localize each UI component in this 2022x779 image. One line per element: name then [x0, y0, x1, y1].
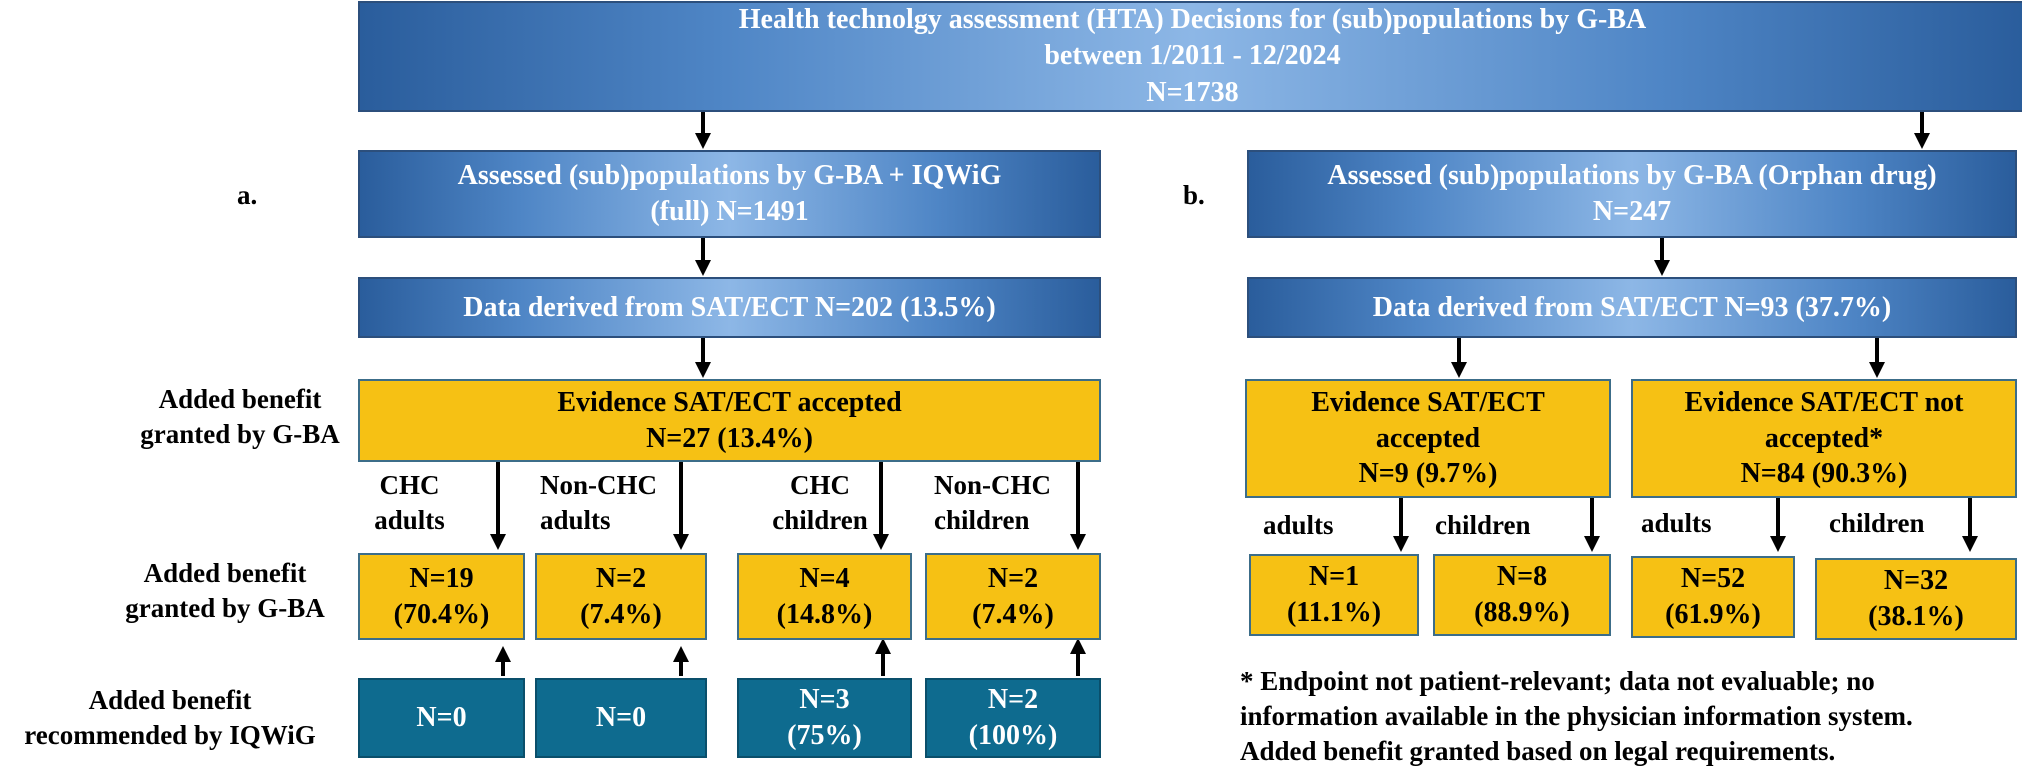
footnote — [1240, 664, 1913, 769]
a-accepted-line-2: N=27 (13.4%) — [646, 422, 813, 454]
b-result-2-pct: (88.9%) — [1474, 597, 1570, 628]
b-result-2-n: N=8 — [1496, 561, 1548, 593]
footnote-line-3: Added benefit granted based on legal requirements. — [1240, 736, 1836, 767]
b-result-1-pct: (11.1%) — [1286, 597, 1382, 628]
panel-a-label: a. — [237, 180, 258, 210]
b-not-accepted-line-2: accepted* — [1764, 422, 1884, 454]
row-label-granted-2 — [90, 556, 360, 626]
footnote-line-2: information available in the physician information system. — [1240, 701, 1913, 732]
a-result-box-2 — [535, 553, 707, 640]
a-result-3-n: N=4 — [799, 562, 850, 594]
a-group-3-label-line-1: CHC — [790, 470, 850, 500]
a-iqwig-box-3 — [737, 678, 912, 758]
b-result-box-3 — [1631, 556, 1795, 638]
b-group-label-2: children — [1435, 510, 1531, 540]
row-label-granted-1 — [110, 382, 370, 452]
a-group-2-label-line-2: adults — [540, 505, 611, 536]
a-result-1-n: N=19 — [409, 562, 474, 594]
a-result-box-1 — [358, 553, 525, 640]
a-group-2-label-line-1: Non-CHC — [540, 470, 658, 500]
row-label-recommended — [0, 683, 340, 753]
row-label-granted-2-line-2: granted by G-BA — [125, 593, 325, 624]
a-group-label-3 — [760, 468, 880, 538]
a-iqwig-1-n: N=0 — [416, 702, 467, 734]
a-accepted-box — [358, 379, 1101, 462]
a-result-4-pct: (7.4%) — [972, 598, 1054, 630]
a-group-label-4 — [934, 468, 1051, 538]
row-label-granted-1-line-2: granted by G-BA — [140, 419, 340, 450]
row-label-recommended-line-1: Added benefit — [88, 685, 252, 715]
b-assessed-line-1: Assessed (sub)populations by G-BA (Orphan drug) — [1327, 160, 1937, 192]
a-result-box-3 — [737, 553, 912, 640]
a-iqwig-box-2 — [535, 678, 707, 758]
a-assessed-line-1: Assessed (sub)populations by G-BA + IQWiG — [457, 160, 1002, 192]
a-group-4-label-line-1: Non-CHC — [934, 470, 1052, 500]
a-assessed-line-2: (full) N=1491 — [650, 196, 809, 227]
row-label-granted-1-line-1: Added benefit — [158, 384, 322, 414]
a-result-3-pct: (14.8%) — [776, 598, 873, 630]
b-group-label-3: adults — [1641, 508, 1712, 538]
a-group-1-label-line-2: adults — [374, 505, 445, 536]
a-sat-box — [358, 277, 1101, 338]
a-group-label-1 — [352, 468, 467, 538]
b-sat-text: Data derived from SAT/ECT N=93 (37.7%) — [1372, 291, 1892, 323]
b-result-3-pct: (61.9%) — [1665, 599, 1761, 630]
a-iqwig-4-n: N=2 — [987, 684, 1039, 716]
b-result-3-n: N=52 — [1680, 563, 1746, 595]
b-result-1-n: N=1 — [1308, 561, 1360, 593]
b-accepted-line-1: Evidence SAT/ECT — [1311, 386, 1545, 418]
a-assessed-box — [358, 150, 1101, 238]
b-group-label-4: children — [1829, 508, 1925, 538]
panel-b-label: b. — [1183, 180, 1205, 210]
footnote-line-1: * Endpoint not patient-relevant; data not evaluable; no — [1240, 666, 1875, 696]
a-accepted-line-1: Evidence SAT/ECT accepted — [557, 386, 902, 418]
a-group-4-label-line-2: children — [934, 505, 1030, 536]
b-result-box-1 — [1249, 554, 1419, 636]
a-iqwig-box-1 — [358, 678, 525, 758]
b-not-accepted-line-3: N=84 (90.3%) — [1740, 458, 1908, 490]
row-label-recommended-line-2: recommended by IQWiG — [24, 720, 316, 751]
b-assessed-box — [1247, 150, 2017, 238]
top-line-1: Health technolgy assessment (HTA) Decisions for (sub)populations by G-BA — [738, 3, 1647, 35]
b-sat-box — [1247, 277, 2017, 338]
top-line-2: between 1/2011 - 12/2024 — [1044, 40, 1341, 72]
b-accepted-line-2: accepted — [1375, 422, 1481, 454]
a-result-2-pct: (7.4%) — [580, 598, 662, 630]
a-result-box-4 — [925, 553, 1101, 640]
a-iqwig-4-pct: (100%) — [968, 720, 1058, 751]
b-group-label-1: adults — [1263, 510, 1334, 540]
top-line-3: N=1738 — [1146, 76, 1239, 108]
a-group-1-label-line-1: CHC — [379, 470, 440, 500]
b-assessed-line-2: N=247 — [1592, 196, 1672, 227]
b-result-box-2 — [1433, 554, 1611, 636]
b-result-box-4 — [1815, 558, 2017, 640]
a-sat-text: Data derived from SAT/ECT N=202 (13.5%) — [463, 291, 996, 323]
b-result-4-n: N=32 — [1883, 565, 1949, 597]
b-not-accepted-line-1: Evidence SAT/ECT not — [1684, 386, 1964, 418]
a-iqwig-3-pct: (75%) — [787, 720, 862, 751]
a-group-label-2 — [540, 468, 657, 538]
a-result-4-n: N=2 — [987, 562, 1039, 594]
b-accepted-line-3: N=9 (9.7%) — [1358, 458, 1498, 490]
b-accepted-box — [1245, 379, 1611, 498]
b-result-4-pct: (38.1%) — [1868, 601, 1964, 632]
a-iqwig-2-n: N=0 — [595, 702, 647, 734]
row-label-granted-2-line-1: Added benefit — [143, 558, 307, 588]
a-result-1-pct: (70.4%) — [393, 598, 490, 630]
b-not-accepted-box — [1631, 379, 2017, 498]
a-iqwig-3-n: N=3 — [799, 684, 850, 716]
a-iqwig-box-4 — [925, 678, 1101, 758]
a-result-2-n: N=2 — [595, 562, 647, 594]
top-hta-box — [358, 1, 2022, 112]
a-group-3-label-line-2: children — [772, 505, 868, 536]
